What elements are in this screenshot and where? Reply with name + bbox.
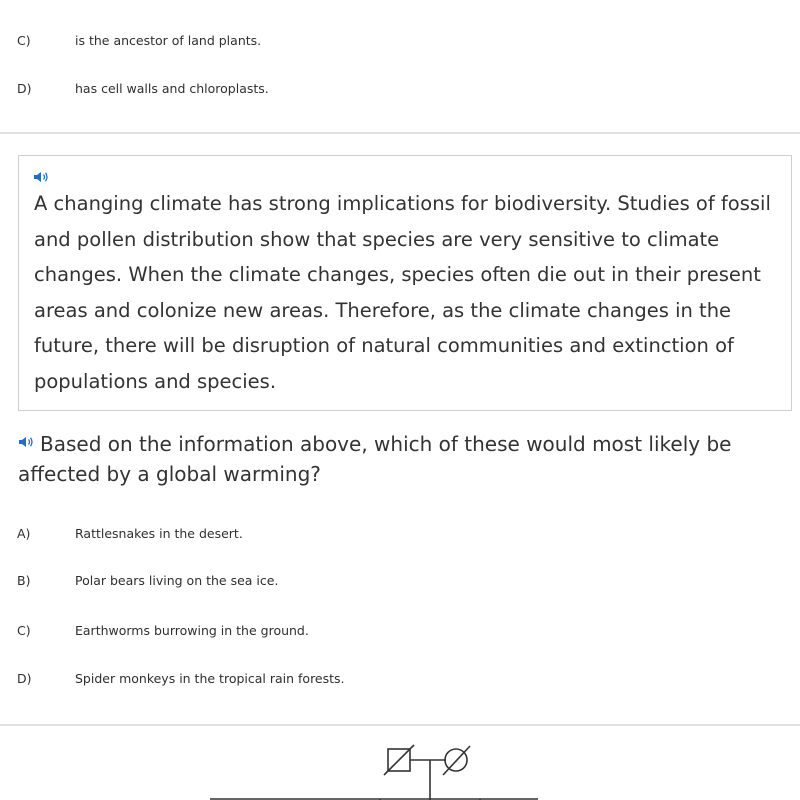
choice-text: Spider monkeys in the tropical rain forests. (75, 671, 345, 686)
answer-choice-b[interactable] (0, 569, 800, 593)
question-divider (0, 724, 800, 726)
affected-male-icon (384, 745, 414, 775)
choice-letter: B) (17, 573, 31, 588)
answer-choice-prev-c[interactable] (0, 29, 800, 53)
choice-text: is the ancestor of land plants. (75, 33, 262, 48)
affected-female-icon (443, 746, 470, 775)
question-prompt (18, 429, 788, 489)
answer-choice-prev-d[interactable] (0, 77, 800, 101)
choice-letter: A) (17, 526, 31, 541)
choice-letter: D) (17, 81, 32, 96)
speaker-icon[interactable] (18, 435, 40, 449)
choice-text: has cell walls and chloroplasts. (75, 81, 269, 96)
answer-choice-a[interactable] (0, 522, 800, 546)
passage-box (18, 155, 792, 411)
question-text: Based on the information above, which of these would most likely be affected by a global warming? (18, 432, 732, 486)
pedigree-diagram (200, 735, 550, 800)
choice-letter: C) (17, 33, 31, 48)
choice-text: Rattlesnakes in the desert. (75, 526, 243, 541)
speaker-icon[interactable] (33, 170, 51, 184)
choice-text: Earthworms burrowing in the ground. (75, 623, 309, 638)
answer-choice-d[interactable] (0, 667, 800, 691)
answer-choice-c[interactable] (0, 619, 800, 643)
question-divider (0, 132, 800, 134)
choice-letter: C) (17, 623, 31, 638)
choice-text: Polar bears living on the sea ice. (75, 573, 279, 588)
choice-letter: D) (17, 671, 32, 686)
passage-text: A changing climate has strong implications for biodiversity. Studies of fossil and pollen distribution show that species are very sensitive to climate changes. When the climate changes, species often die out in their present areas and colonize new areas. Therefore, as the climate changes in the future, there will be disruption of natural communities and extinction of populations and species. (34, 192, 771, 393)
